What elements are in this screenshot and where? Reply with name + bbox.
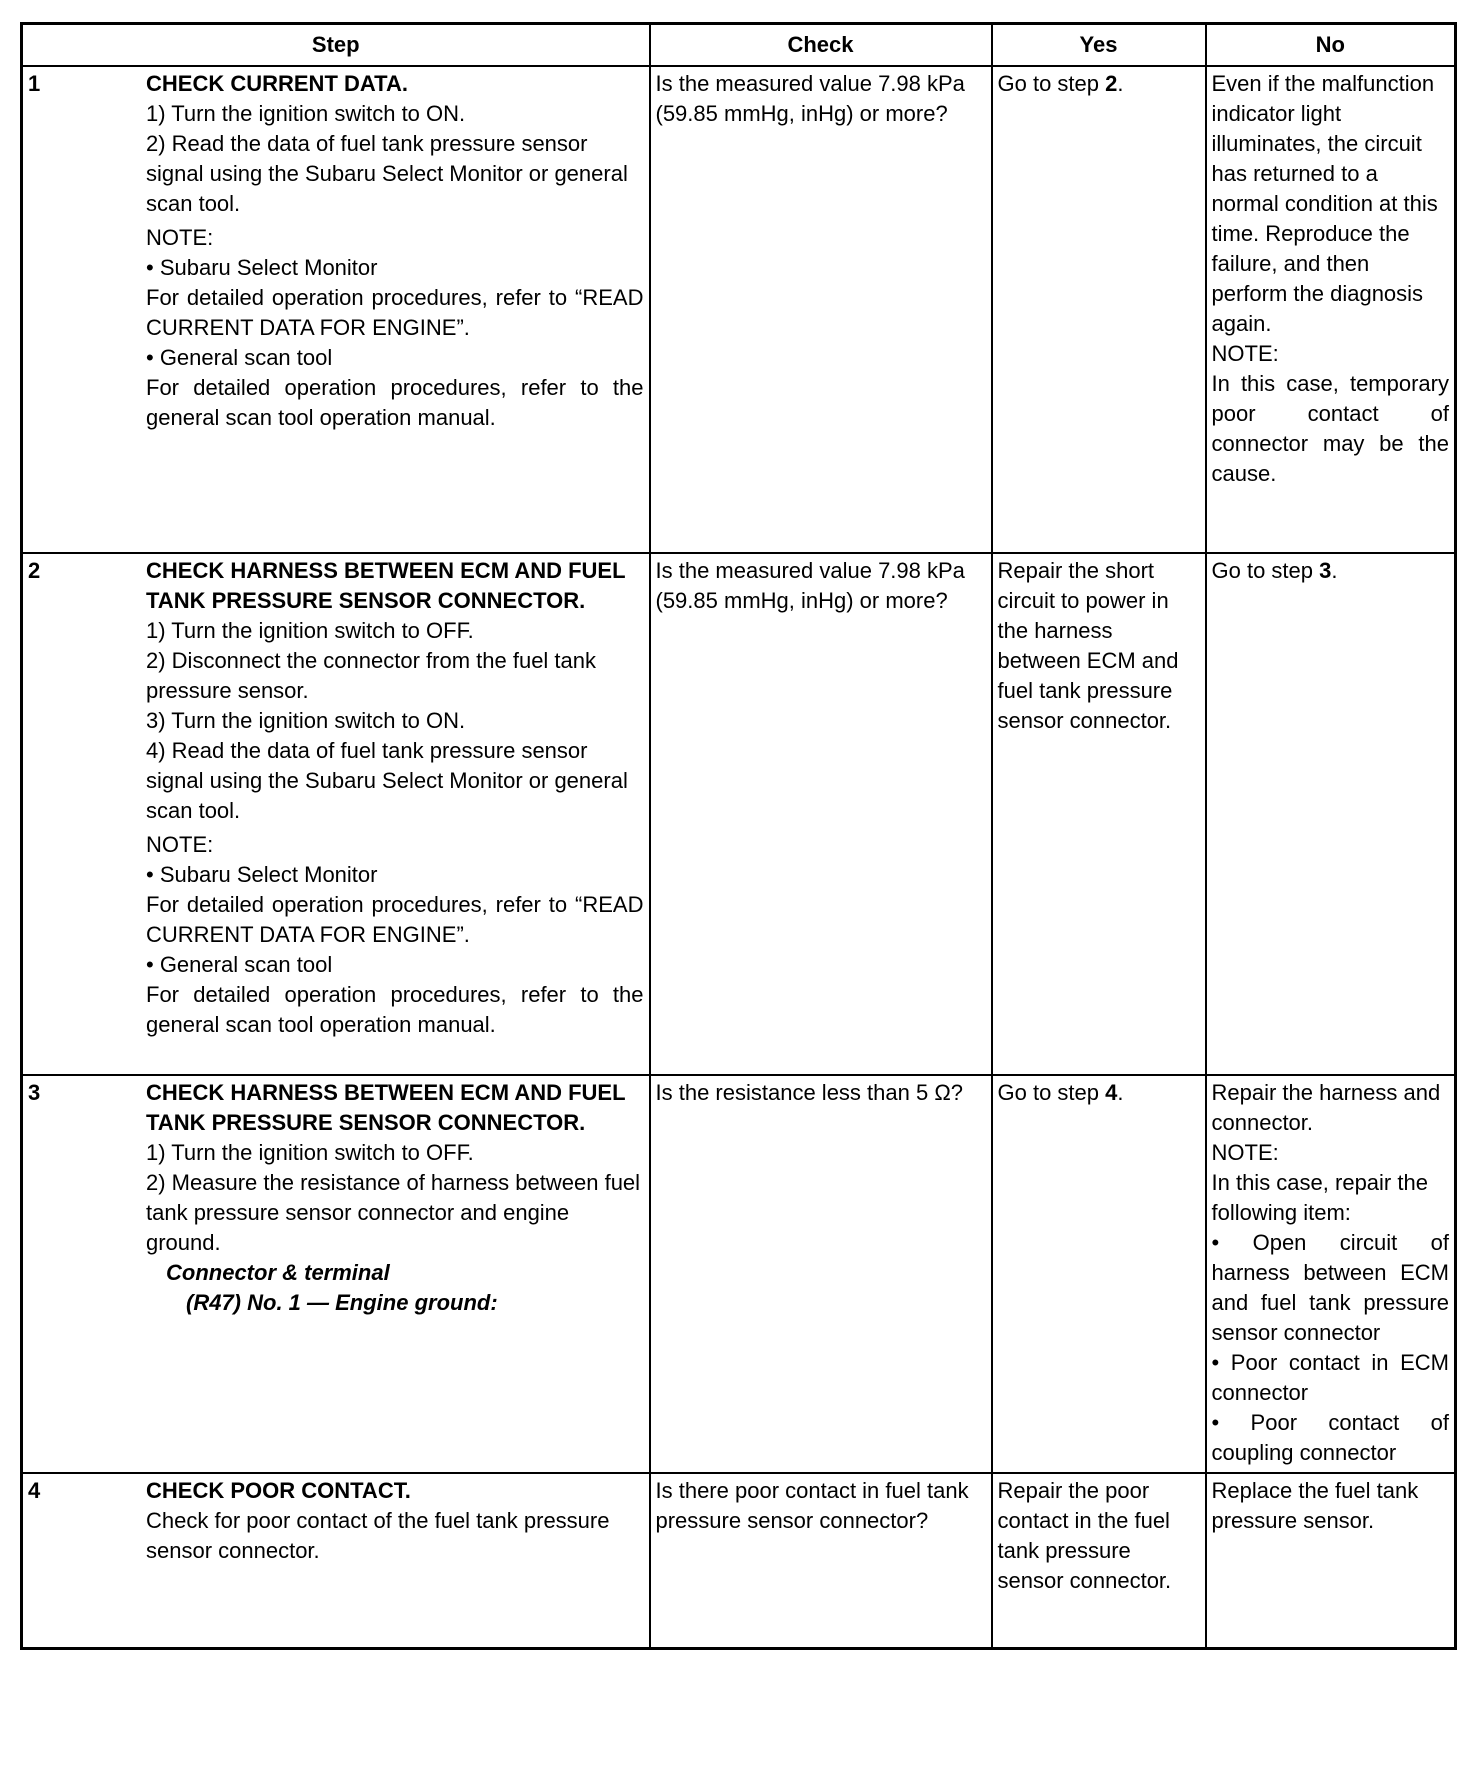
no-step-ref: 3 [1319, 557, 1332, 583]
step-instruction: 3) Turn the ignition switch to ON. [146, 707, 466, 733]
step-instruction: 1) Turn the ignition switch to OFF. [146, 617, 474, 643]
step-instruction: Check for poor contact of the fuel tank pressure sensor connector. [146, 1507, 610, 1563]
check-cell: Is the measured value 7.98 kPa (59.85 mmHg, inHg) or more? [650, 553, 992, 1075]
table-row-step-3 [22, 1075, 1456, 1473]
note-text: For detailed operation procedures, refer to “READ CURRENT DATA FOR ENGINE”. [146, 891, 644, 947]
check-cell: Is there poor contact in fuel tank pressure sensor connector? [650, 1473, 992, 1649]
note-item: • Subaru Select Monitor [146, 861, 378, 887]
step-body [146, 1078, 644, 1318]
yes-step-ref: 2 [1105, 70, 1118, 96]
note-text: For detailed operation procedures, refer to the general scan tool operation manual. [146, 374, 644, 430]
table-row-step-2 [22, 553, 1456, 1075]
no-note-intro: In this case, repair the following item: [1211, 1169, 1428, 1225]
yes-text: . [1117, 70, 1124, 96]
no-cell: Replace the fuel tank pressure sensor. [1206, 1473, 1456, 1649]
no-note-text: In this case, temporary poor contact of connector may be the cause. [1211, 370, 1449, 486]
header-yes: Yes [992, 24, 1206, 66]
note-item: • General scan tool [146, 951, 333, 977]
spec-value: (R47) No. 1 — Engine ground: [186, 1289, 498, 1315]
check-cell: Is the resistance less than 5 Ω? [650, 1075, 992, 1473]
no-cell [1206, 66, 1456, 553]
header-step: Step [22, 24, 650, 66]
step-body [146, 1476, 644, 1566]
no-cell [1206, 553, 1456, 1075]
step-title: CHECK CURRENT DATA. [146, 70, 408, 96]
note-item: • General scan tool [146, 344, 333, 370]
note-text: For detailed operation procedures, refer to the general scan tool operation manual. [146, 981, 644, 1037]
note-label: NOTE: [146, 224, 214, 250]
step-instruction: 4) Read the data of fuel tank pressure sensor signal using the Subaru Select Monitor or general scan tool. [146, 737, 628, 823]
no-note-item: • Open circuit of harness between ECM and fuel tank pressure sensor connector [1211, 1229, 1449, 1345]
yes-cell: Repair the short circuit to power in the harness between ECM and fuel tank pressure sensor connector. [992, 553, 1206, 1075]
no-text: Repair the harness and connector. [1211, 1079, 1441, 1135]
page [20, 22, 1454, 1650]
step-cell [22, 66, 650, 553]
step-instruction: 2) Disconnect the connector from the fuel tank pressure sensor. [146, 647, 597, 703]
note-item: • Subaru Select Monitor [146, 254, 378, 280]
yes-text: Go to step [997, 1079, 1106, 1105]
table-row-step-1 [22, 66, 1456, 553]
step-number: 4 [28, 1477, 41, 1503]
step-number: 2 [28, 557, 41, 583]
step-title: CHECK HARNESS BETWEEN ECM AND FUEL TANK PRESSURE SENSOR CONNECTOR. [146, 1079, 626, 1135]
step-number: 3 [28, 1079, 41, 1105]
no-text: . [1331, 557, 1338, 583]
no-text: Go to step [1211, 557, 1320, 583]
step-body [146, 69, 644, 433]
no-note-item: • Poor contact in ECM connector [1211, 1349, 1449, 1405]
header-row [22, 24, 1456, 66]
yes-text: . [1117, 1079, 1124, 1105]
step-title: CHECK POOR CONTACT. [146, 1477, 411, 1503]
step-cell [22, 553, 650, 1075]
step-instruction: 2) Read the data of fuel tank pressure sensor signal using the Subaru Select Monitor or general scan tool. [146, 130, 628, 216]
table-row-step-4 [22, 1473, 1456, 1649]
header-no: No [1206, 24, 1456, 66]
note-label: NOTE: [146, 831, 214, 857]
diagnosis-table [20, 22, 1457, 1650]
yes-cell [992, 66, 1206, 553]
check-cell: Is the measured value 7.98 kPa (59.85 mmHg, inHg) or more? [650, 66, 992, 553]
no-cell [1206, 1075, 1456, 1473]
yes-cell [992, 1075, 1206, 1473]
no-note-item: • Poor contact of coupling connector [1211, 1409, 1449, 1465]
step-number: 1 [28, 70, 41, 96]
no-note-label: NOTE: [1211, 340, 1279, 366]
no-text: Even if the malfunction indicator light illuminates, the circuit has returned to a normal condition at this time. Reproduce the failure, and then perform the diagnosis again. [1211, 70, 1438, 336]
no-note-label: NOTE: [1211, 1139, 1279, 1165]
header-check: Check [650, 24, 992, 66]
step-title: CHECK HARNESS BETWEEN ECM AND FUEL TANK PRESSURE SENSOR CONNECTOR. [146, 557, 626, 613]
step-cell [22, 1075, 650, 1473]
note-text: For detailed operation procedures, refer to “READ CURRENT DATA FOR ENGINE”. [146, 284, 644, 340]
step-instruction: 1) Turn the ignition switch to OFF. [146, 1139, 474, 1165]
spec-label: Connector & terminal [166, 1259, 390, 1285]
step-cell [22, 1473, 650, 1649]
yes-step-ref: 4 [1105, 1079, 1118, 1105]
step-instruction: 2) Measure the resistance of harness between fuel tank pressure sensor connector and engine ground. [146, 1169, 641, 1255]
step-instruction: 1) Turn the ignition switch to ON. [146, 100, 466, 126]
step-body [146, 556, 644, 1040]
yes-text: Go to step [997, 70, 1106, 96]
yes-cell: Repair the poor contact in the fuel tank pressure sensor connector. [992, 1473, 1206, 1649]
